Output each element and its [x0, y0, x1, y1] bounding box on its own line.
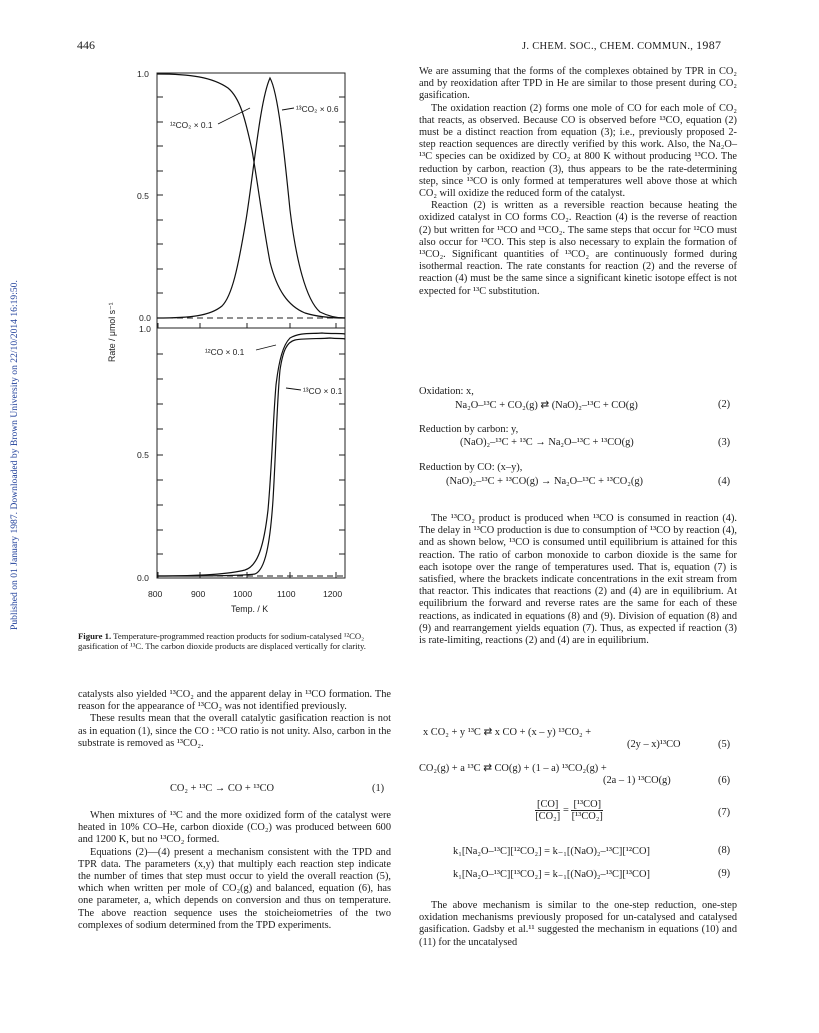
y-axis-label: Rate / μmol s⁻¹: [107, 302, 117, 362]
ytick-bottom-05: 0.5: [137, 450, 149, 460]
page-number: 446: [77, 38, 95, 52]
equation-6-number: (6): [718, 775, 731, 786]
left-paragraph-2: These results mean that the overall catalytic gasification reaction is not as in equation (1), since the CO : ¹³CO ratio is not unity. Also, carbon in the substrate is removed as ¹³CO₂.: [78, 713, 391, 749]
left-column-lower: [78, 810, 391, 932]
label-12co2: ¹²CO₂ × 0.1: [170, 120, 213, 130]
equation-5-line-1: x CO₂ + y ¹³C ⇄ x CO + (x – y) ¹³CO₂ +: [423, 727, 592, 738]
x-axis-label: Temp. / K: [231, 604, 269, 614]
caption-text: Temperature-programmed reaction products for sodium-catalysed ¹²CO₂ gasification of ¹³C. The carbon dioxide products are displaced vertically for clarity.: [78, 631, 366, 652]
right-column-lower: [419, 900, 737, 949]
equation-1: CO₂ + ¹³C → CO + ¹³CO: [170, 783, 275, 794]
label-13co2: ¹³CO₂ × 0.6: [296, 104, 339, 114]
label-12co: ¹²CO × 0.1: [205, 347, 245, 357]
equation-9: k₁[Na₂O–¹³C][¹³CO₂] = k₋₁[(NaO)₂–¹³C][¹³CO]: [453, 869, 650, 880]
journal-name: J. CHEM. SOC., CHEM. COMMUN.,: [522, 41, 694, 52]
eq7-denominator-2: [¹³CO₂]: [571, 811, 603, 822]
right-column-upper: [419, 66, 737, 298]
curve-13co2: [157, 78, 345, 318]
eq7-numerator-1: [CO]: [537, 799, 559, 810]
left-column-upper: [78, 689, 391, 750]
equation-2-number: (2): [718, 399, 731, 410]
right-paragraph-4: The ¹³CO₂ product is produced when ¹³CO is consumed in reaction (4). The delay in ¹³CO production is due to consumption of ¹³CO by reaction (4), and as shown below, ¹³CO is consumed until equilibrium is attained for this reaction. The ratio of carbon monoxide to carbon dioxide is the same for each isotope over the range of temperatures used. That is, equation (7) is satisfied, where the brackets indicate concentrations in the exit stream from that reactor. This indicates that reactions (2) and (4) are in equilibrium. At equilibrium the forward and reverse rates are the same for each of these reactions, as indicated in equations (8) and (9). Division of equation (8) and (9) and rearrangement yields equation (7). Thus, as expected if reaction (3) is rate-limiting, reactions (2) and (4) are in equilibrium.: [419, 513, 737, 647]
xtick-900: 900: [191, 589, 206, 599]
ytick-top-05: 0.5: [137, 191, 149, 201]
ytick-top-0: 0.0: [139, 313, 151, 323]
label-13co: ¹³CO × 0.1: [303, 386, 343, 396]
equation-4: (NaO)₂–¹³C + ¹³CO(g) → Na₂O–¹³C + ¹³CO₂(g): [446, 476, 643, 487]
xtick-800: 800: [148, 589, 163, 599]
right-column-middle: [419, 513, 737, 647]
curve-13co: [157, 338, 345, 576]
equation-7-number: (7): [718, 807, 731, 818]
right-paragraph-3: Reaction (2) is written as a reversible reaction because heating the oxidized catalyst in CO forms CO₂. Reaction (4) is the reverse of reaction (2) but written for ¹³CO and ¹³CO₂. The same steps that occur for ¹²CO must also occur for ¹³CO. This step is also necessary to explain the formation of ¹³CO₂. Significant quantities of ¹³CO₂ are continuously formed during isothermal reaction. The rate constants for reaction (2) and the reverse of reaction (4) must be the same since a significant kinetic isotope effect is not expected for ¹³C substitution.: [419, 200, 737, 297]
equation-3: (NaO)₂–¹³C + ¹³C → Na₂O–¹³C + ¹³CO(g): [460, 437, 634, 448]
equation-6-line-1: CO₂(g) + a ¹³C ⇄ CO(g) + (1 – a) ¹³CO₂(g) +: [419, 763, 607, 774]
equation-8: k₁[Na₂O–¹³C][¹²CO₂] = k₋₁[(NaO)₂–¹³C][¹²CO]: [453, 846, 650, 857]
figure-caption: [78, 631, 378, 652]
curve-12co: [157, 333, 345, 576]
equation-3-number: (3): [718, 437, 731, 448]
left-paragraph-1: catalysts also yielded ¹³CO₂ and the apparent delay in ¹³CO formation. The reason for the appearance of ¹³CO₂ was not identified previously.: [78, 689, 391, 713]
equation-2: Na₂O–¹³C + CO₂(g) ⇄ (NaO)₂–¹³C + CO(g): [455, 400, 638, 411]
eq7-numerator-2: [¹³CO]: [573, 799, 602, 810]
equation-8-number: (8): [718, 845, 731, 856]
caption-label: Figure 1.: [78, 631, 112, 641]
arrow-13co: [286, 388, 301, 390]
download-watermark: [5, 165, 21, 630]
arrow-12co: [256, 345, 276, 350]
xtick-1100: 1100: [277, 589, 296, 599]
equation-5-line-2: (2y – x)¹³CO: [627, 739, 681, 750]
equation-7: [535, 799, 603, 822]
ytick-bottom-0: 0.0: [137, 573, 149, 583]
figure-1-plot: [88, 62, 388, 632]
right-paragraph-1: We are assuming that the forms of the complexes obtained by TPR in CO₂ and by reoxidation after TPD in He are similar to those present during CO₂ gasification.: [419, 66, 737, 102]
right-paragraph-2: The oxidation reaction (2) forms one mole of CO for each mole of CO₂ that reacts, as observed. Because CO is observed before ¹³CO, equation (2) must be a distinct reaction from equation (3); i.e., previously proposed 2-step reaction sequences are directly verified by this work. Also, the Na₂O–¹³C species can be oxidized by CO₂ at 800 K without producing ¹³CO. The reduction by carbon, reaction (3), thus appears to be the rate-determining step, since ¹³CO is only formed at temperatures well above those at which CO₂ will oxidize the reduced form of the catalyst.: [419, 102, 737, 200]
eq7-denominator-1: [CO₂]: [535, 811, 561, 822]
bottom-panel-frame: [157, 328, 345, 578]
reduction-carbon-label: Reduction by carbon: y,: [419, 424, 519, 435]
equation-4-number: (4): [718, 476, 731, 487]
eq7-equals: =: [562, 804, 569, 816]
reduction-co-label: Reduction by CO: (x–y),: [419, 462, 523, 473]
running-header: [522, 38, 721, 53]
ytick-top-1: 1.0: [137, 69, 149, 79]
download-watermark-text: Published on 01 January 1987. Downloaded by Brown University on 22/10/2014 16:19:50.: [9, 280, 20, 630]
left-paragraph-4: Equations (2)—(4) present a mechanism consistent with the TPD and TPR data. The parameters (x,y) that multiply each reaction step indicate the number of times that step must occur to yield the overall reaction (5), which when written per mole of CO₂(g) and balanced, equation (6), has one parameter, a, which depends on conversion and thus on temperature. The above reaction sequence uses the stoicheiometries of the two complexes of sodium determined from the TPD experiments.: [78, 846, 391, 931]
equation-9-number: (9): [718, 868, 731, 879]
equation-1-number: (1): [372, 783, 385, 794]
journal-year: 1987: [696, 38, 722, 52]
equation-6-line-2: (2a – 1) ¹³CO(g): [603, 775, 671, 786]
left-paragraph-3: When mixtures of ¹³C and the more oxidized form of the catalyst were heated in 10% CO–He, carbon dioxide (CO₂) was produced between 600 and 1200 K, but no ¹³CO₂ formed.: [78, 810, 391, 846]
xtick-1200: 1200: [323, 589, 343, 599]
arrow-13co2: [282, 108, 294, 110]
oxidation-label: Oxidation: x,: [419, 386, 474, 397]
eq7-fraction-2: [571, 799, 603, 822]
equation-5-number: (5): [718, 739, 731, 750]
ytick-bottom-1: 1.0: [139, 324, 151, 334]
xtick-1000: 1000: [233, 589, 253, 599]
eq7-fraction-1: [535, 799, 560, 822]
right-paragraph-5: The above mechanism is similar to the one-step reduction, one-step oxidation mechanisms previously proposed for un-catalysed and catalysed gasification. Gadsby et al.¹¹ suggested the mechanism in equations (10) and (11) for the uncatalysed: [419, 900, 737, 948]
